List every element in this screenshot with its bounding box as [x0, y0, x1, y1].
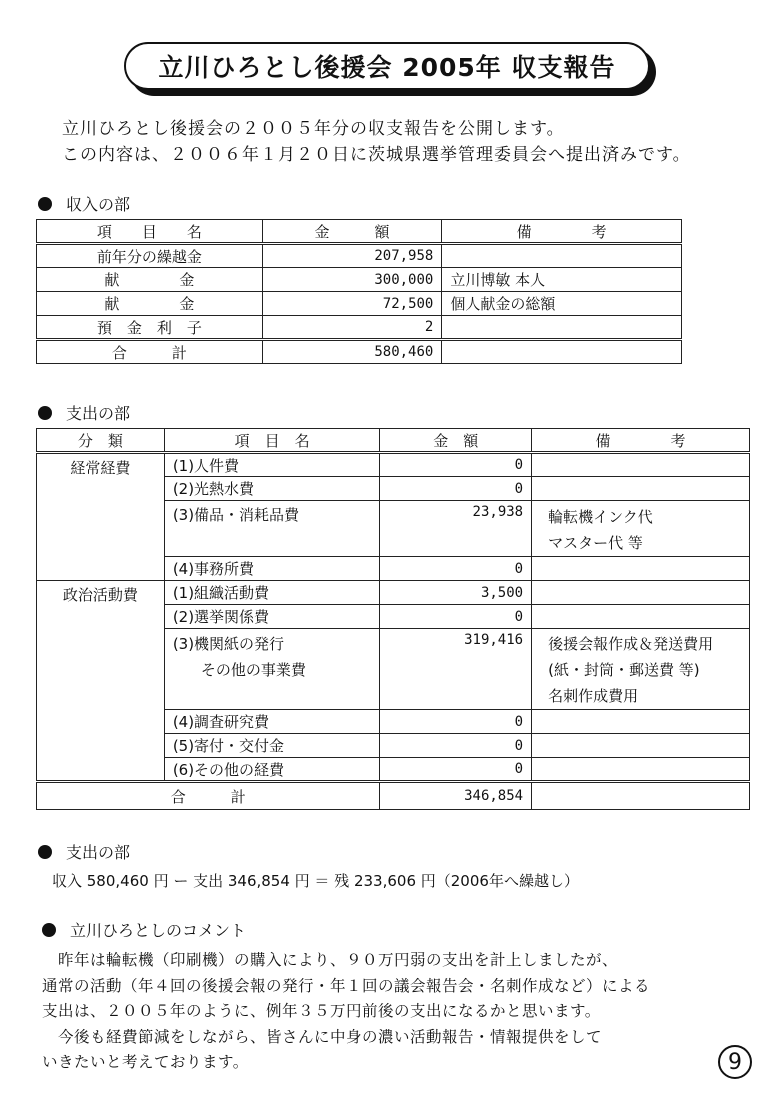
comment-line: 通常の活動（年４回の後援会報の発行・年１回の議会報告会・名刺作成など）による — [42, 976, 651, 995]
bullet-icon — [38, 197, 52, 211]
expense-note-line: (紙・封筒・郵送費 等) — [548, 661, 700, 679]
expense-amount: 0 — [380, 734, 532, 758]
summary-heading — [38, 840, 130, 863]
income-table — [36, 219, 682, 364]
expense-amount: 3,500 — [380, 581, 532, 605]
page-number: 9 — [718, 1045, 752, 1079]
expense-note — [532, 477, 750, 501]
income-total-label: 合 計 — [37, 340, 263, 364]
income-note — [442, 244, 682, 268]
income-total-note — [442, 340, 682, 364]
income-item: 前年分の繰越金 — [37, 244, 263, 268]
expense-header-note: 備 考 — [532, 429, 750, 453]
expense-category: 政治活動費 — [37, 581, 165, 782]
expense-note — [532, 734, 750, 758]
expense-heading — [38, 401, 130, 424]
intro-text — [62, 116, 691, 168]
income-header-amount: 金 額 — [262, 220, 442, 244]
expense-amount: 0 — [380, 557, 532, 581]
summary-text: 収入 580,460 円 ー 支出 346,854 円 ＝ 残 233,606 円（2006年へ繰越し） — [52, 872, 579, 890]
income-amount: 207,958 — [262, 244, 442, 268]
expense-header-item: 項 目 名 — [164, 429, 380, 453]
income-header-note: 備 考 — [442, 220, 682, 244]
income-amount: 72,500 — [262, 292, 442, 316]
page-title: 立川ひろとし後援会 2005年 収支報告 — [124, 42, 650, 90]
table-row — [37, 268, 682, 292]
comment-line: いきたいと考えております。 — [42, 1053, 249, 1071]
expense-item — [164, 629, 380, 710]
expense-amount: 23,938 — [380, 501, 532, 557]
comment-heading-label: 立川ひろとしのコメント — [70, 921, 247, 940]
expense-table — [36, 428, 750, 810]
expense-note — [532, 501, 750, 557]
comment-line: 支出は、２００５年のように、例年３５万円前後の支出になるかと思います。 — [42, 1002, 601, 1020]
expense-amount: 0 — [380, 710, 532, 734]
expense-item: (5)寄付・交付金 — [164, 734, 380, 758]
bullet-icon — [38, 406, 52, 420]
table-row — [37, 244, 682, 268]
income-item: 献 金 — [37, 268, 263, 292]
expense-note-line: マスター代 等 — [548, 534, 643, 552]
expense-note-line: 後援会報作成＆発送費用 — [548, 635, 714, 653]
bullet-icon — [42, 923, 56, 937]
income-total-amount: 580,460 — [262, 340, 442, 364]
income-note: 立川博敏 本人 — [442, 268, 682, 292]
expense-item: (1)人件費 — [164, 453, 380, 477]
income-heading-label: 収入の部 — [66, 195, 131, 214]
expense-amount: 0 — [380, 477, 532, 501]
expense-note — [532, 629, 750, 710]
expense-note-line: 名刺作成費用 — [548, 687, 639, 705]
expense-item: (4)調査研究費 — [164, 710, 380, 734]
expense-item-line: その他の事業費 — [200, 661, 306, 679]
expense-note — [532, 557, 750, 581]
expense-item: (3)備品・消耗品費 — [164, 501, 380, 557]
income-header-row — [37, 220, 682, 244]
comment-heading — [42, 918, 246, 941]
expense-amount: 319,416 — [380, 629, 532, 710]
expense-category: 経常経費 — [37, 453, 165, 581]
expense-item: (4)事務所費 — [164, 557, 380, 581]
expense-total-amount: 346,854 — [380, 782, 532, 810]
expense-note-line: 輪転機インク代 — [548, 508, 653, 526]
expense-total-note — [532, 782, 750, 810]
income-note — [442, 316, 682, 340]
table-row — [37, 581, 750, 605]
expense-note — [532, 605, 750, 629]
bullet-icon — [38, 845, 52, 859]
table-row — [37, 292, 682, 316]
expense-amount: 0 — [380, 453, 532, 477]
expense-item: (1)組織活動費 — [164, 581, 380, 605]
expense-item: (2)光熱水費 — [164, 477, 380, 501]
income-item: 預 金 利 子 — [37, 316, 263, 340]
comment-body — [42, 948, 650, 1076]
income-total-row — [37, 340, 682, 364]
expense-note — [532, 710, 750, 734]
expense-item-line: (3)機関紙の発行 — [172, 635, 285, 653]
expense-total-label: 合 計 — [37, 782, 380, 810]
income-amount: 2 — [262, 316, 442, 340]
income-amount: 300,000 — [262, 268, 442, 292]
expense-item: (6)その他の経費 — [164, 758, 380, 782]
expense-amount: 0 — [380, 605, 532, 629]
expense-header-category: 分 類 — [37, 429, 165, 453]
income-note: 個人献金の総額 — [442, 292, 682, 316]
income-header-item: 項 目 名 — [37, 220, 263, 244]
expense-header-row — [37, 429, 750, 453]
income-item: 献 金 — [37, 292, 263, 316]
income-heading — [38, 192, 130, 215]
table-row — [37, 316, 682, 340]
table-row — [37, 453, 750, 477]
intro-line-1: 立川ひろとし後援会の２００５年分の収支報告を公開します。 — [62, 119, 565, 139]
expense-note — [532, 581, 750, 605]
expense-total-row — [37, 782, 750, 810]
comment-line: 昨年は輪転機（印刷機）の購入により、９０万円弱の支出を計上しましたが、 — [42, 951, 619, 969]
expense-amount: 0 — [380, 758, 532, 782]
expense-header-amount: 金 額 — [380, 429, 532, 453]
comment-line: 今後も経費節減をしながら、皆さんに中身の濃い活動報告・情報提供をして — [42, 1027, 603, 1046]
expense-note — [532, 758, 750, 782]
intro-line-2: この内容は、２００６年１月２０日に茨城県選挙管理委員会へ提出済みです。 — [62, 145, 691, 165]
summary-heading-label: 支出の部 — [66, 843, 131, 862]
expense-item: (2)選挙関係費 — [164, 605, 380, 629]
expense-heading-label: 支出の部 — [66, 404, 131, 423]
expense-note — [532, 453, 750, 477]
title-banner — [124, 42, 658, 98]
